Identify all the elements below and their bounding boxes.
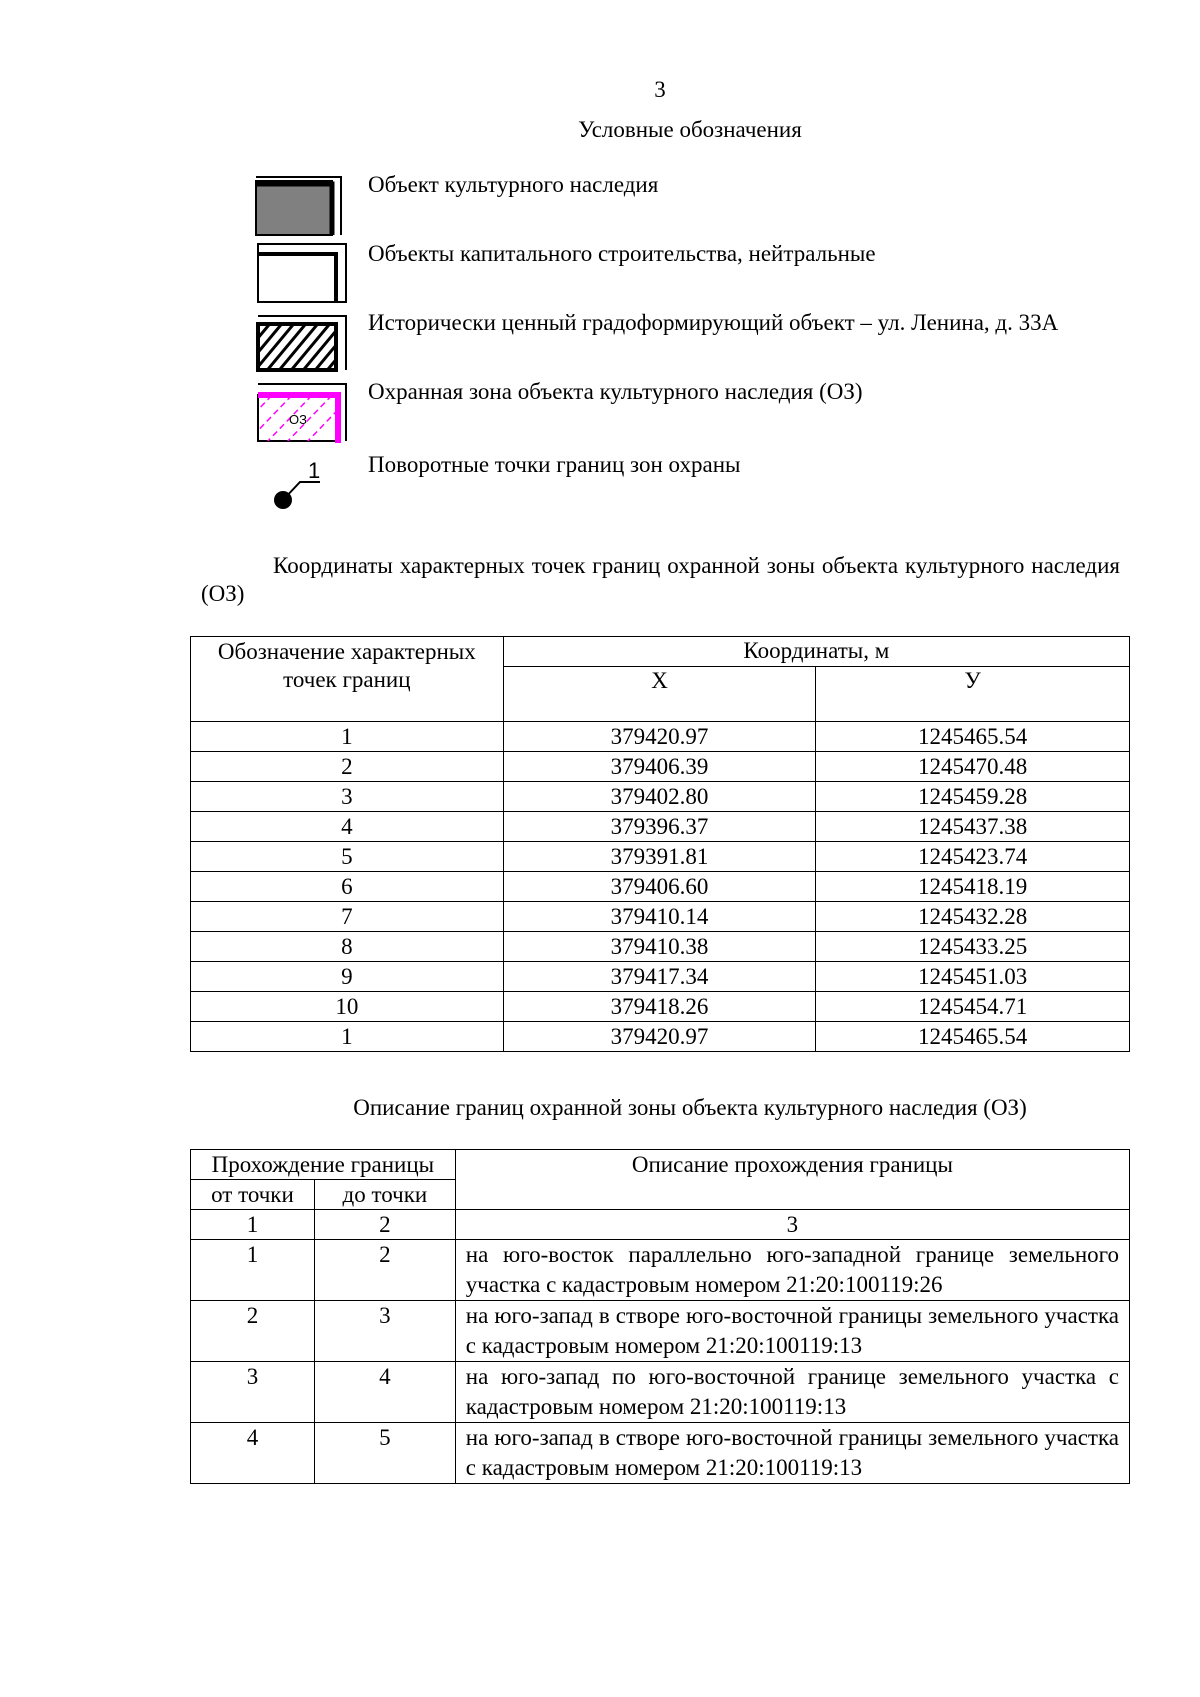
coords-point-cell: 1 [191, 722, 504, 752]
legend-label-protection-zone: Охранная зона объекта культурного наследия (ОЗ) [368, 379, 863, 404]
protection-zone-symbol [256, 381, 352, 447]
boundary-desc-cell: на юго-запад в створе юго-восточной границы земельного участка с кадастровым номером 21:20:100119:13 [455, 1301, 1129, 1362]
boundary-from-cell: 2 [191, 1301, 315, 1362]
legend-label-turning-points: Поворотные точки границ зон охраны [368, 452, 741, 477]
coords-point-cell: 8 [191, 932, 504, 962]
boundary-header-from: от точки [191, 1180, 315, 1210]
coords-point-cell: 4 [191, 812, 504, 842]
coords-point-cell: 1 [191, 1022, 504, 1052]
coords-point-cell: 2 [191, 752, 504, 782]
coords-x-cell: 379420.97 [503, 722, 816, 752]
coords-x-cell: 379420.97 [503, 1022, 816, 1052]
coords-y-cell: 1245465.54 [816, 1022, 1130, 1052]
boundary-col-number-1: 1 [191, 1210, 315, 1240]
coords-y-cell: 1245418.19 [816, 872, 1130, 902]
coords-x-cell: 379417.34 [503, 962, 816, 992]
boundary-header-passage: Прохождение границы [191, 1150, 456, 1180]
coords-x-cell: 379410.38 [503, 932, 816, 962]
coords-row [191, 992, 1130, 1022]
coords-row [191, 902, 1130, 932]
coords-row [191, 1022, 1130, 1052]
legend-label-historical-object: Исторически ценный градоформирующий объект – ул. Ленина, д. 33А [368, 310, 1059, 335]
coords-row [191, 752, 1130, 782]
heritage-fill [256, 181, 332, 235]
capital-construction-neutral-symbol [256, 242, 350, 304]
coords-point-cell: 7 [191, 902, 504, 932]
coords-x-cell: 379406.39 [503, 752, 816, 782]
turning-point-number: 1 [308, 458, 321, 483]
boundary-to-cell: 4 [314, 1362, 455, 1423]
coords-x-cell: 379391.81 [503, 842, 816, 872]
coords-header-coordinates: Координаты, м [503, 637, 1129, 667]
boundary-col-number-3: 3 [455, 1210, 1129, 1240]
coords-point-cell: 10 [191, 992, 504, 1022]
legend-label-cultural-heritage: Объект культурного наследия [368, 172, 659, 197]
boundary-from-cell: 4 [191, 1423, 315, 1484]
coords-row [191, 722, 1130, 752]
coords-row [191, 842, 1130, 872]
coords-y-cell: 1245459.28 [816, 782, 1130, 812]
zone-label: ОЗ [289, 412, 307, 427]
coords-header-designation: Обозначение характерных точек границ [191, 637, 504, 722]
coords-x-cell: 379406.60 [503, 872, 816, 902]
boundary-from-cell: 1 [191, 1240, 315, 1301]
boundary-row [191, 1301, 1130, 1362]
coords-point-cell: 9 [191, 962, 504, 992]
coords-y-cell: 1245423.74 [816, 842, 1130, 872]
coords-x-cell: 379418.26 [503, 992, 816, 1022]
turning-point-symbol [268, 456, 332, 514]
boundary-to-cell: 5 [314, 1423, 455, 1484]
coords-y-cell: 1245432.28 [816, 902, 1130, 932]
coords-y-cell: 1245470.48 [816, 752, 1130, 782]
coords-y-cell: 1245433.25 [816, 932, 1130, 962]
historically-valuable-object-hatched-symbol [256, 314, 350, 372]
boundary-row [191, 1423, 1130, 1484]
coords-body [191, 722, 1130, 1052]
page-number: 3 [654, 77, 666, 102]
coords-y-cell: 1245451.03 [816, 962, 1130, 992]
coords-x-cell: 379410.14 [503, 902, 816, 932]
boundary-table [190, 1149, 1130, 1484]
coords-point-cell: 5 [191, 842, 504, 872]
coords-y-cell: 1245437.38 [816, 812, 1130, 842]
coords-table [190, 636, 1130, 1052]
boundary-header-to: до точки [314, 1180, 455, 1210]
boundary-desc-cell: на юго-восток параллельно юго-западной границе земельного участка с кадастровым номером 21:20:100119:26 [455, 1240, 1129, 1301]
coords-y-cell: 1245454.71 [816, 992, 1130, 1022]
boundary-to-cell: 2 [314, 1240, 455, 1301]
coords-point-cell: 3 [191, 782, 504, 812]
boundary-body [191, 1240, 1130, 1484]
boundary-caption: Описание границ охранной зоны объекта культурного наследия (ОЗ) [353, 1095, 1027, 1120]
coords-header-y: У [816, 667, 1130, 722]
coords-point-cell: 6 [191, 872, 504, 902]
coords-x-cell: 379396.37 [503, 812, 816, 842]
coords-header-x: Х [503, 667, 816, 722]
boundary-from-cell: 3 [191, 1362, 315, 1423]
coords-y-cell: 1245465.54 [816, 722, 1130, 752]
coords-x-cell: 379402.80 [503, 782, 816, 812]
boundary-row [191, 1362, 1130, 1423]
coords-row [191, 932, 1130, 962]
coords-row [191, 782, 1130, 812]
coords-caption: Координаты характерных точек границ охранной зоны объекта культурного наследия (ОЗ) [201, 553, 1120, 606]
boundary-to-cell: 3 [314, 1301, 455, 1362]
coords-row [191, 812, 1130, 842]
boundary-desc-cell: на юго-запад по юго-восточной границе земельного участка с кадастровым номером 21:20:100119:13 [455, 1362, 1129, 1423]
legend-title: Условные обозначения [578, 117, 802, 142]
boundary-col-number-2: 2 [314, 1210, 455, 1240]
legend-label-capital-construction: Объекты капитального строительства, нейтральные [368, 241, 876, 266]
coords-row [191, 962, 1130, 992]
boundary-row [191, 1240, 1130, 1301]
boundary-desc-cell: на юго-запад в створе юго-восточной границы земельного участка с кадастровым номером 21:20:100119:13 [455, 1423, 1129, 1484]
coords-row [191, 872, 1130, 902]
boundary-header-description: Описание прохождения границы [455, 1150, 1129, 1210]
cultural-heritage-object-symbol [255, 175, 345, 237]
